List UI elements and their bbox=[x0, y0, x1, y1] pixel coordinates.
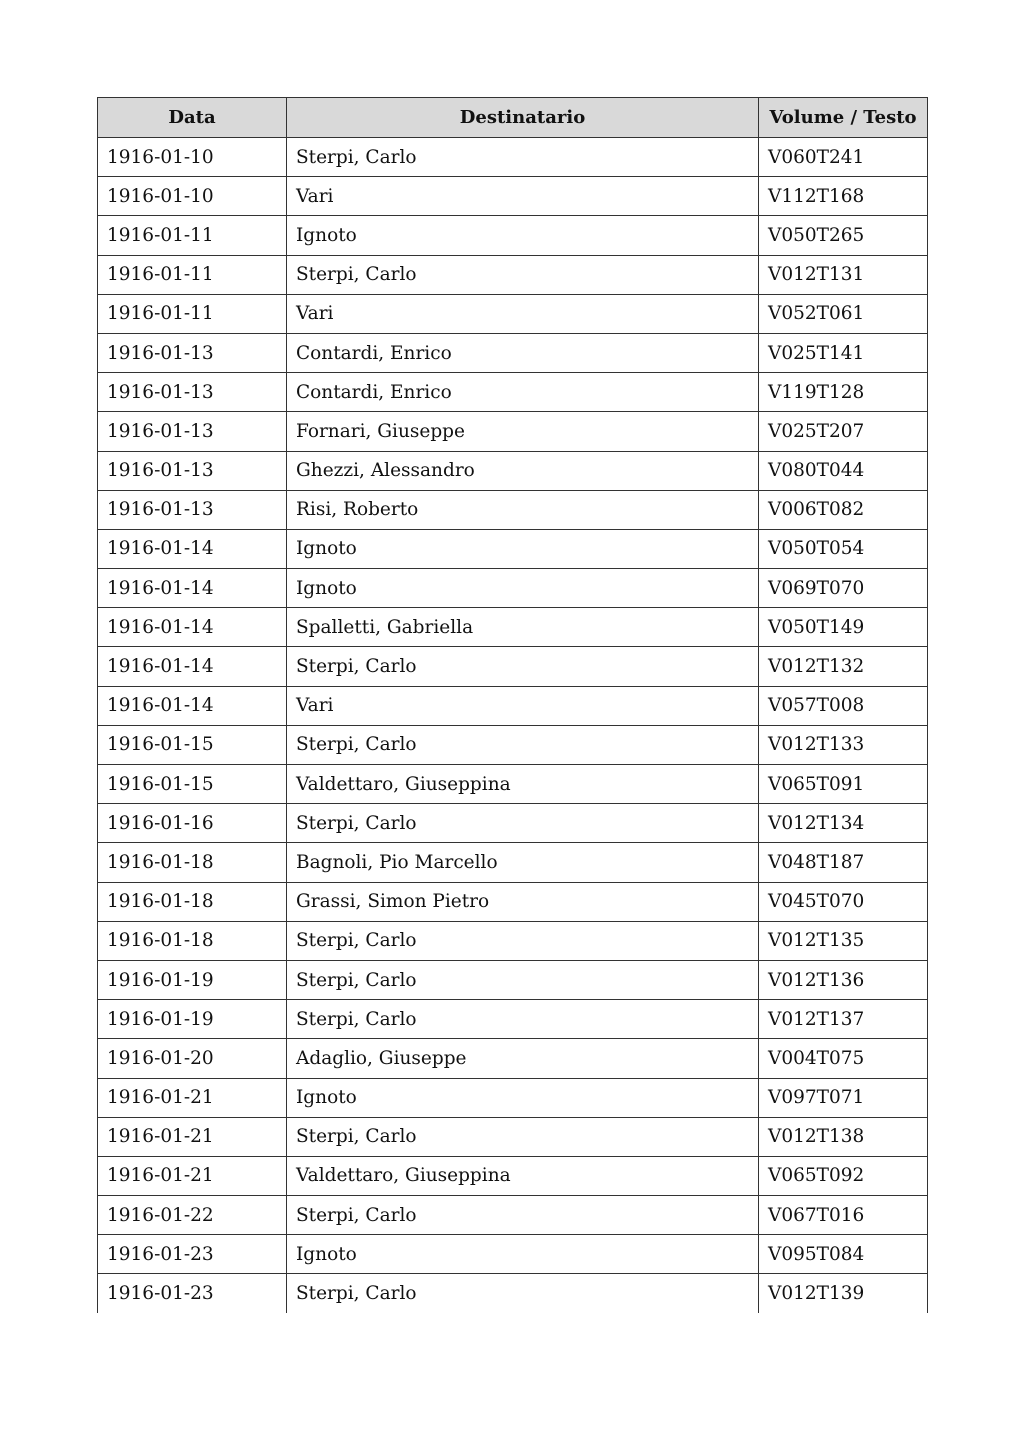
table-row bbox=[98, 804, 928, 843]
cell-volume-text: V012T138 bbox=[759, 1117, 928, 1156]
cell-volume-text: V112T168 bbox=[759, 177, 928, 216]
table-row bbox=[98, 529, 928, 568]
cell-volume-text: V067T016 bbox=[759, 1196, 928, 1235]
cell-volume-text: V006T082 bbox=[759, 490, 928, 529]
cell-recipient: Sterpi, Carlo bbox=[287, 1274, 759, 1313]
table-row bbox=[98, 569, 928, 608]
cell-date: 1916-01-10 bbox=[98, 138, 287, 177]
cell-volume-text: V048T187 bbox=[759, 843, 928, 882]
cell-volume-text: V012T132 bbox=[759, 647, 928, 686]
cell-volume-text: V052T061 bbox=[759, 294, 928, 333]
table-row bbox=[98, 843, 928, 882]
cell-recipient: Ignoto bbox=[287, 1235, 759, 1274]
cell-recipient: Sterpi, Carlo bbox=[287, 921, 759, 960]
cell-recipient: Valdettaro, Giuseppina bbox=[287, 765, 759, 804]
column-header-data: Data bbox=[98, 98, 287, 138]
cell-volume-text: V050T149 bbox=[759, 608, 928, 647]
cell-recipient: Contardi, Enrico bbox=[287, 333, 759, 372]
cell-date: 1916-01-18 bbox=[98, 921, 287, 960]
table-row bbox=[98, 686, 928, 725]
cell-volume-text: V012T135 bbox=[759, 921, 928, 960]
cell-volume-text: V004T075 bbox=[759, 1039, 928, 1078]
cell-date: 1916-01-14 bbox=[98, 686, 287, 725]
table-row bbox=[98, 138, 928, 177]
cell-recipient: Ignoto bbox=[287, 216, 759, 255]
cell-volume-text: V097T071 bbox=[759, 1078, 928, 1117]
table-row bbox=[98, 255, 928, 294]
cell-date: 1916-01-14 bbox=[98, 608, 287, 647]
cell-date: 1916-01-11 bbox=[98, 255, 287, 294]
cell-recipient: Bagnoli, Pio Marcello bbox=[287, 843, 759, 882]
cell-volume-text: V119T128 bbox=[759, 373, 928, 412]
table-row bbox=[98, 608, 928, 647]
cell-recipient: Sterpi, Carlo bbox=[287, 1117, 759, 1156]
table-row bbox=[98, 647, 928, 686]
cell-date: 1916-01-14 bbox=[98, 647, 287, 686]
header-row bbox=[98, 98, 928, 138]
cell-recipient: Ignoto bbox=[287, 529, 759, 568]
table-row bbox=[98, 294, 928, 333]
table-row bbox=[98, 1274, 928, 1313]
cell-recipient: Ignoto bbox=[287, 1078, 759, 1117]
cell-date: 1916-01-18 bbox=[98, 843, 287, 882]
cell-volume-text: V069T070 bbox=[759, 569, 928, 608]
table-row bbox=[98, 451, 928, 490]
table-row bbox=[98, 882, 928, 921]
cell-date: 1916-01-15 bbox=[98, 725, 287, 764]
cell-recipient: Valdettaro, Giuseppina bbox=[287, 1156, 759, 1195]
column-header-destinatario: Destinatario bbox=[287, 98, 759, 138]
table-row bbox=[98, 1235, 928, 1274]
cell-recipient: Ignoto bbox=[287, 569, 759, 608]
cell-date: 1916-01-13 bbox=[98, 490, 287, 529]
cell-volume-text: V050T054 bbox=[759, 529, 928, 568]
cell-date: 1916-01-18 bbox=[98, 882, 287, 921]
cell-volume-text: V065T091 bbox=[759, 765, 928, 804]
cell-volume-text: V060T241 bbox=[759, 138, 928, 177]
cell-recipient: Sterpi, Carlo bbox=[287, 647, 759, 686]
cell-date: 1916-01-13 bbox=[98, 451, 287, 490]
table-row bbox=[98, 765, 928, 804]
cell-date: 1916-01-13 bbox=[98, 412, 287, 451]
table-row bbox=[98, 333, 928, 372]
cell-date: 1916-01-13 bbox=[98, 333, 287, 372]
cell-date: 1916-01-16 bbox=[98, 804, 287, 843]
table-row bbox=[98, 490, 928, 529]
table-row bbox=[98, 725, 928, 764]
cell-date: 1916-01-21 bbox=[98, 1156, 287, 1195]
column-header-volume-testo: Volume / Testo bbox=[759, 98, 928, 138]
cell-date: 1916-01-20 bbox=[98, 1039, 287, 1078]
cell-date: 1916-01-21 bbox=[98, 1078, 287, 1117]
cell-recipient: Grassi, Simon Pietro bbox=[287, 882, 759, 921]
table-row bbox=[98, 177, 928, 216]
cell-volume-text: V012T131 bbox=[759, 255, 928, 294]
table-row bbox=[98, 216, 928, 255]
cell-recipient: Vari bbox=[287, 294, 759, 333]
cell-recipient: Fornari, Giuseppe bbox=[287, 412, 759, 451]
table-row bbox=[98, 1039, 928, 1078]
table-row bbox=[98, 1196, 928, 1235]
cell-recipient: Contardi, Enrico bbox=[287, 373, 759, 412]
cell-date: 1916-01-10 bbox=[98, 177, 287, 216]
cell-volume-text: V057T008 bbox=[759, 686, 928, 725]
table-row bbox=[98, 412, 928, 451]
cell-recipient: Sterpi, Carlo bbox=[287, 138, 759, 177]
cell-volume-text: V080T044 bbox=[759, 451, 928, 490]
cell-recipient: Spalletti, Gabriella bbox=[287, 608, 759, 647]
cell-recipient: Sterpi, Carlo bbox=[287, 255, 759, 294]
cell-recipient: Sterpi, Carlo bbox=[287, 960, 759, 999]
cell-recipient: Vari bbox=[287, 177, 759, 216]
cell-recipient: Sterpi, Carlo bbox=[287, 725, 759, 764]
table-row bbox=[98, 1000, 928, 1039]
cell-volume-text: V025T141 bbox=[759, 333, 928, 372]
cell-volume-text: V012T133 bbox=[759, 725, 928, 764]
cell-date: 1916-01-22 bbox=[98, 1196, 287, 1235]
cell-volume-text: V012T134 bbox=[759, 804, 928, 843]
table-row bbox=[98, 1156, 928, 1195]
table-header bbox=[98, 98, 928, 138]
cell-volume-text: V012T136 bbox=[759, 960, 928, 999]
cell-date: 1916-01-19 bbox=[98, 960, 287, 999]
table-row bbox=[98, 1117, 928, 1156]
cell-recipient: Vari bbox=[287, 686, 759, 725]
cell-date: 1916-01-14 bbox=[98, 529, 287, 568]
letters-table bbox=[97, 97, 928, 1313]
cell-date: 1916-01-23 bbox=[98, 1235, 287, 1274]
cell-volume-text: V050T265 bbox=[759, 216, 928, 255]
table-row bbox=[98, 373, 928, 412]
cell-date: 1916-01-23 bbox=[98, 1274, 287, 1313]
cell-volume-text: V045T070 bbox=[759, 882, 928, 921]
cell-volume-text: V012T139 bbox=[759, 1274, 928, 1313]
cell-date: 1916-01-19 bbox=[98, 1000, 287, 1039]
cell-recipient: Sterpi, Carlo bbox=[287, 1196, 759, 1235]
cell-recipient: Sterpi, Carlo bbox=[287, 1000, 759, 1039]
cell-date: 1916-01-21 bbox=[98, 1117, 287, 1156]
cell-recipient: Sterpi, Carlo bbox=[287, 804, 759, 843]
table-row bbox=[98, 960, 928, 999]
cell-date: 1916-01-15 bbox=[98, 765, 287, 804]
table-row bbox=[98, 921, 928, 960]
cell-volume-text: V065T092 bbox=[759, 1156, 928, 1195]
cell-date: 1916-01-13 bbox=[98, 373, 287, 412]
letters-table-container bbox=[97, 97, 927, 1313]
table-row bbox=[98, 1078, 928, 1117]
table-body bbox=[98, 138, 928, 1313]
cell-date: 1916-01-11 bbox=[98, 216, 287, 255]
cell-date: 1916-01-14 bbox=[98, 569, 287, 608]
cell-recipient: Adaglio, Giuseppe bbox=[287, 1039, 759, 1078]
cell-volume-text: V025T207 bbox=[759, 412, 928, 451]
cell-recipient: Risi, Roberto bbox=[287, 490, 759, 529]
cell-volume-text: V095T084 bbox=[759, 1235, 928, 1274]
cell-volume-text: V012T137 bbox=[759, 1000, 928, 1039]
cell-recipient: Ghezzi, Alessandro bbox=[287, 451, 759, 490]
cell-date: 1916-01-11 bbox=[98, 294, 287, 333]
